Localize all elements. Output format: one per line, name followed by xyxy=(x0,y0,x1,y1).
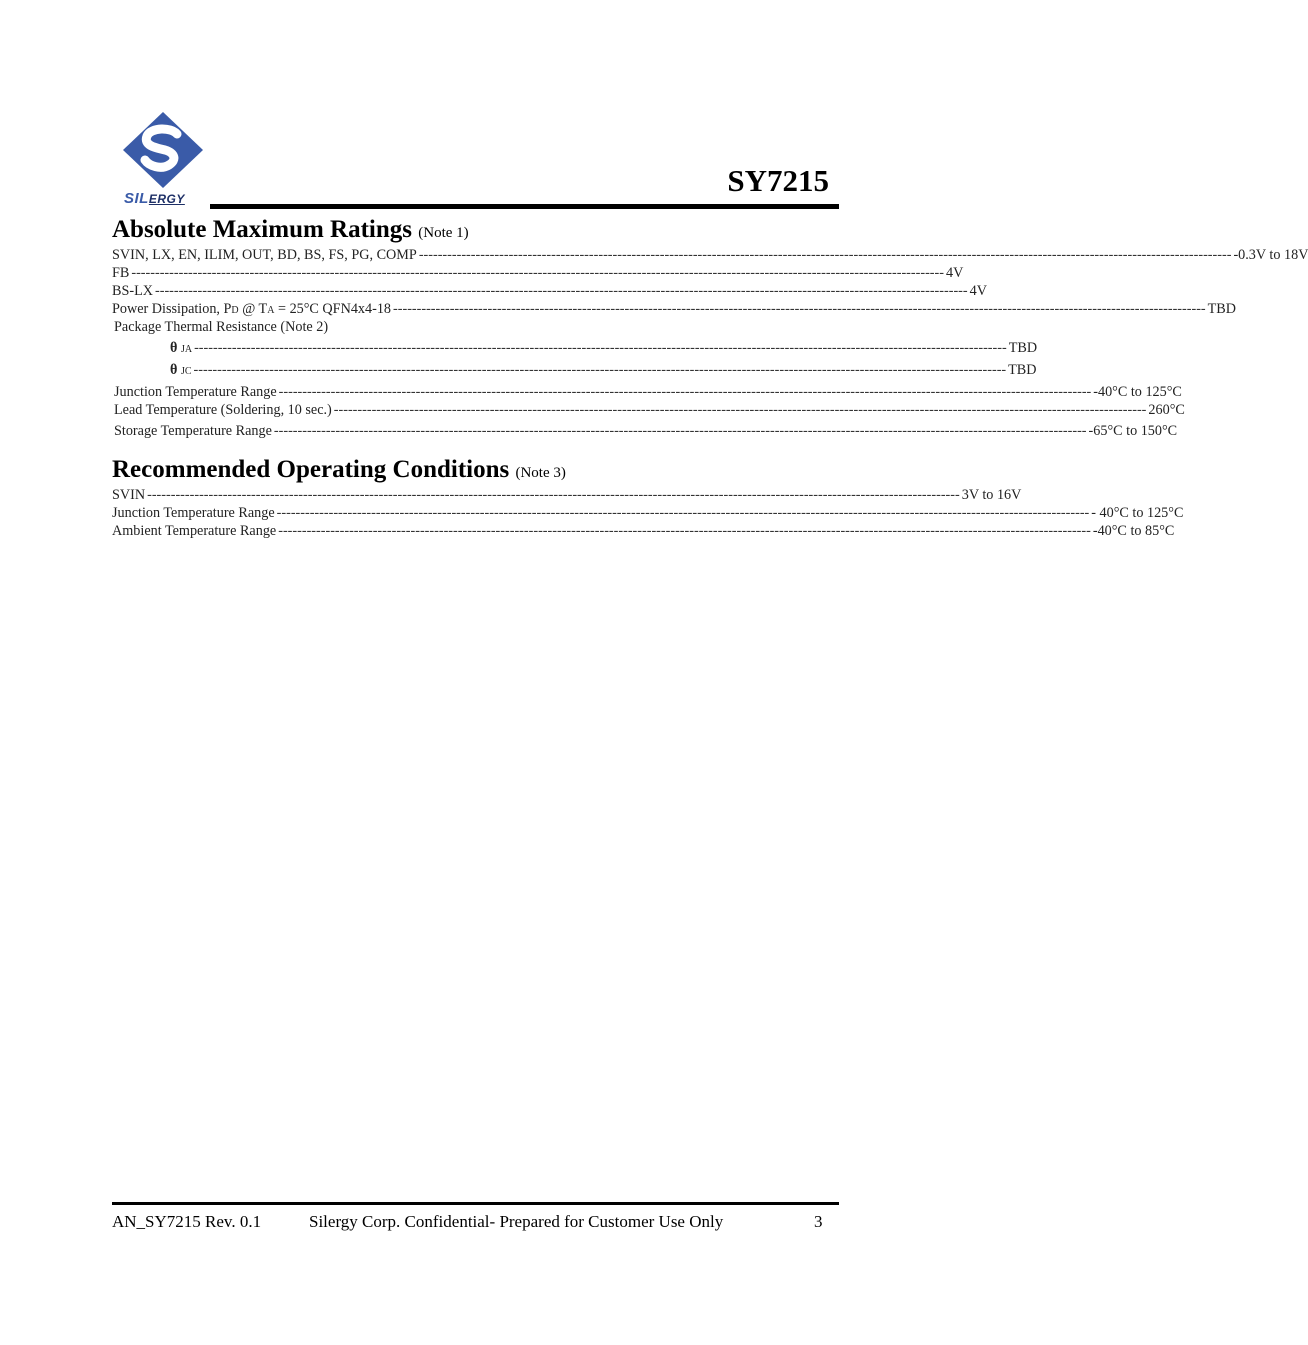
temp-row: Storage Temperature Range ---------------------------------------------------------------------------------------------------------------------------------------------------------------------------- -65°C to 150°C xyxy=(114,423,1178,439)
dot-leader: ---------------------------------------------------------------------------------------------------------------------------------------------------------------------------- xyxy=(393,301,1206,317)
dot-leader: ---------------------------------------------------------------------------------------------------------------------------------------------------------------------------- xyxy=(418,247,1232,263)
dot-leader: ---------------------------------------------------------------------------------------------------------------------------------------------------------------------------- xyxy=(147,487,960,503)
dot-leader: ---------------------------------------------------------------------------------------------------------------------------------------------------------------------------- xyxy=(193,362,1007,378)
dot-leader: ---------------------------------------------------------------------------------------------------------------------------------------------------------------------------- xyxy=(276,505,1090,521)
footer-doc-id: AN_SY7215 Rev. 0.1 xyxy=(112,1212,262,1231)
dot-leader: ---------------------------------------------------------------------------------------------------------------------------------------------------------------------------- xyxy=(131,265,944,281)
silergy-logo xyxy=(118,110,208,212)
logo-wordmark: SILERGY xyxy=(124,190,185,207)
rec-op-title: Recommended Operating Conditions (Note 3) xyxy=(112,456,566,483)
thermal-row: θ JC ---------------------------------------------------------------------------------------------------------------------------------------------------------------------------- TBD xyxy=(170,362,1037,378)
abs-max-title: Absolute Maximum Ratings (Note 1) xyxy=(112,216,469,243)
footer-page-number: 3 xyxy=(814,1212,823,1231)
footer-rule xyxy=(112,1202,839,1205)
temp-row: Lead Temperature (Soldering, 10 sec.) ---------------------------------------------------------------------------------------------------------------------------------------------------------------------------- 260°C xyxy=(114,402,1185,418)
rec-op-row: Ambient Temperature Range ---------------------------------------------------------------------------------------------------------------------------------------------------------------------------- -40°C to 85°C xyxy=(112,523,1175,539)
abs-max-row: Power Dissipation, PD @ TA = 25°C QFN4x4-18 ---------------------------------------------------------------------------------------------------------------------------------------------------------------------------- TBD xyxy=(112,301,1237,317)
header-rule xyxy=(210,204,839,209)
abs-max-row: SVIN, LX, EN, ILIM, OUT, BD, BS, FS, PG, COMP ---------------------------------------------------------------------------------------------------------------------------------------------------------------------------- -0.3V to 18V xyxy=(112,247,1308,263)
part-number: SY7215 xyxy=(727,163,829,198)
footer-confidential: Silergy Corp. Confidential- Prepared for Customer Use Only xyxy=(309,1212,724,1231)
thermal-heading: Package Thermal Resistance (Note 2) xyxy=(114,319,329,335)
dot-leader: ---------------------------------------------------------------------------------------------------------------------------------------------------------------------------- xyxy=(155,283,968,299)
rec-op-row: SVIN ---------------------------------------------------------------------------------------------------------------------------------------------------------------------------- 3V to 16V xyxy=(112,487,1022,503)
abs-max-row: BS-LX ---------------------------------------------------------------------------------------------------------------------------------------------------------------------------- 4V xyxy=(112,283,987,299)
abs-max-row: FB ---------------------------------------------------------------------------------------------------------------------------------------------------------------------------- 4V xyxy=(112,265,964,281)
dot-leader: ---------------------------------------------------------------------------------------------------------------------------------------------------------------------------- xyxy=(278,523,1091,539)
silergy-s-diamond-icon xyxy=(121,110,205,190)
temp-row: Junction Temperature Range ---------------------------------------------------------------------------------------------------------------------------------------------------------------------------- -40°C to 125°C xyxy=(114,384,1182,400)
thermal-row: θ JA ---------------------------------------------------------------------------------------------------------------------------------------------------------------------------- TBD xyxy=(170,340,1038,356)
rec-op-row: Junction Temperature Range ---------------------------------------------------------------------------------------------------------------------------------------------------------------------------- - 40°C to 125°C xyxy=(112,505,1184,521)
dot-leader: ---------------------------------------------------------------------------------------------------------------------------------------------------------------------------- xyxy=(278,384,1092,400)
dot-leader: ---------------------------------------------------------------------------------------------------------------------------------------------------------------------------- xyxy=(273,423,1087,439)
dot-leader: ---------------------------------------------------------------------------------------------------------------------------------------------------------------------------- xyxy=(194,340,1007,356)
dot-leader: ---------------------------------------------------------------------------------------------------------------------------------------------------------------------------- xyxy=(333,402,1147,418)
